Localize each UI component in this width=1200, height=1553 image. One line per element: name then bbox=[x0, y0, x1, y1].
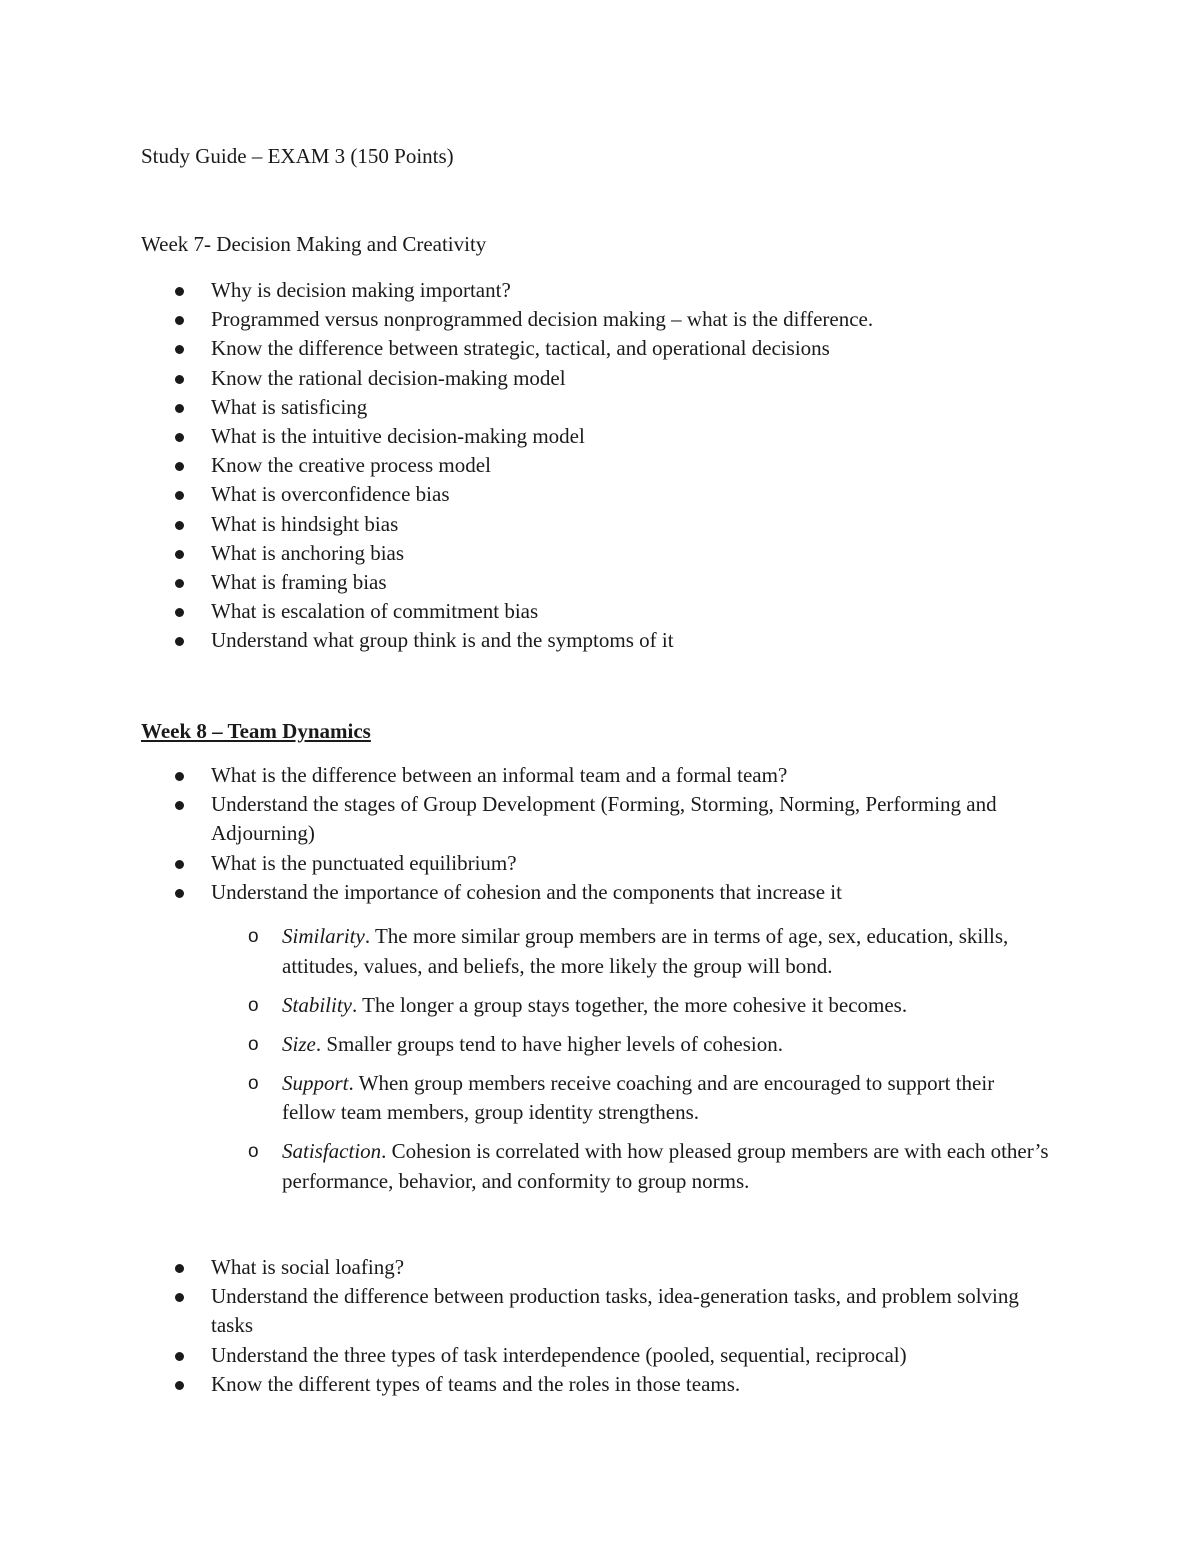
sub-item-term: Support bbox=[282, 1070, 349, 1095]
list-item bbox=[0, 451, 1200, 480]
circle-bullet-icon: o bbox=[248, 926, 259, 947]
bullet-icon bbox=[175, 1352, 184, 1361]
list-item-text: Know the different types of teams and the roles in those teams. bbox=[211, 1371, 741, 1396]
list-item-text: What is anchoring bias bbox=[211, 540, 405, 565]
list-item bbox=[0, 539, 1200, 568]
list-item bbox=[0, 334, 1200, 363]
bullet-icon bbox=[175, 1264, 184, 1273]
bullet-icon bbox=[175, 375, 184, 384]
sub-list-item bbox=[0, 1137, 1200, 1196]
list-item bbox=[0, 1341, 1200, 1370]
bullet-icon bbox=[175, 889, 184, 898]
list-item-text: Programmed versus nonprogrammed decision making – what is the difference. bbox=[211, 307, 874, 332]
list-item bbox=[0, 761, 1200, 790]
week7-bullet-list bbox=[0, 276, 1200, 656]
list-item-text: What is overconfidence bias bbox=[211, 482, 450, 507]
list-item-text: Know the rational decision-making model bbox=[211, 365, 566, 390]
sub-item-text: . The more similar group members are in terms of age, sex, education, skills, attitudes, values, and beliefs, the more likely the group will bond. bbox=[282, 924, 1009, 978]
circle-bullet-icon: o bbox=[248, 1141, 259, 1162]
sub-list-item bbox=[0, 1069, 1200, 1128]
list-item-text: What is the intuitive decision-making model bbox=[211, 424, 585, 449]
sub-list-item bbox=[0, 991, 1200, 1021]
list-item bbox=[0, 1370, 1200, 1399]
bullet-icon bbox=[175, 608, 184, 617]
bullet-icon bbox=[175, 404, 184, 413]
sub-list-item bbox=[0, 922, 1200, 981]
list-item-text: Why is decision making important? bbox=[211, 278, 511, 302]
sub-list-item bbox=[0, 1030, 1200, 1060]
list-item bbox=[0, 1282, 1200, 1340]
list-item-text: Understand the difference between production tasks, idea-generation tasks, and problem solving tasks bbox=[211, 1284, 1019, 1338]
bullet-icon bbox=[175, 772, 184, 781]
list-item bbox=[0, 790, 1200, 848]
list-item-text: What is social loafing? bbox=[211, 1255, 405, 1279]
bullet-icon bbox=[175, 491, 184, 500]
bullet-icon bbox=[175, 521, 184, 530]
sub-item-text: . Smaller groups tend to have higher levels of cohesion. bbox=[315, 1031, 783, 1056]
list-item bbox=[0, 878, 1200, 907]
circle-bullet-icon: o bbox=[248, 1072, 259, 1094]
cohesion-components-list bbox=[0, 922, 1200, 1206]
list-item-text: Understand what group think is and the symptoms of it bbox=[211, 628, 674, 653]
list-item-text: Understand the stages of Group Development (Forming, Storming, Norming, Performing and Adjourning) bbox=[211, 792, 997, 846]
bullet-icon bbox=[175, 287, 184, 296]
list-item bbox=[0, 480, 1200, 509]
list-item bbox=[0, 305, 1200, 334]
list-item-text: Know the creative process model bbox=[211, 453, 491, 478]
list-item bbox=[0, 393, 1200, 422]
document-title: Study Guide – EXAM 3 (150 Points) bbox=[141, 144, 454, 168]
sub-item-term: Satisfaction bbox=[282, 1139, 382, 1163]
bullet-icon bbox=[175, 433, 184, 442]
bullet-icon bbox=[175, 1381, 184, 1390]
list-item bbox=[0, 597, 1200, 626]
circle-bullet-icon: o bbox=[248, 1033, 259, 1055]
list-item bbox=[0, 422, 1200, 451]
list-item bbox=[0, 849, 1200, 878]
list-item bbox=[0, 364, 1200, 393]
bullet-icon bbox=[175, 550, 184, 559]
week8-bullet-list bbox=[0, 761, 1200, 907]
list-item-text: What is satisficing bbox=[211, 394, 368, 419]
list-item bbox=[0, 1253, 1200, 1282]
sub-item-text: . The longer a group stays together, the more cohesive it becomes. bbox=[352, 992, 908, 1017]
bullet-icon bbox=[175, 316, 184, 325]
bullet-icon bbox=[175, 462, 184, 471]
sub-item-text: . Cohesion is correlated with how pleased group members are with each other’s performance, behavior, and conformity to group norms. bbox=[282, 1139, 1049, 1193]
sub-item-term: Size bbox=[282, 1031, 316, 1056]
list-item-text: Understand the three types of task interdependence (pooled, sequential, reciprocal) bbox=[211, 1342, 907, 1367]
bullet-icon bbox=[175, 579, 184, 588]
list-item-text: What is the difference between an informal team and a formal team? bbox=[211, 763, 788, 787]
circle-bullet-icon: o bbox=[248, 994, 259, 1016]
list-item-text: What is the punctuated equilibrium? bbox=[211, 850, 517, 875]
list-item bbox=[0, 276, 1200, 305]
sub-item-term: Similarity bbox=[282, 924, 365, 948]
week7-heading: Week 7- Decision Making and Creativity bbox=[141, 232, 487, 256]
list-item bbox=[0, 510, 1200, 539]
bullet-icon bbox=[175, 860, 184, 869]
sub-item-term: Stability bbox=[282, 992, 352, 1017]
list-item-text: What is framing bias bbox=[211, 570, 387, 595]
week8-heading: Week 8 – Team Dynamics bbox=[141, 719, 371, 743]
bullet-icon bbox=[175, 345, 184, 354]
list-item-text: Know the difference between strategic, tactical, and operational decisions bbox=[211, 336, 830, 361]
week8-bullet-list-continued bbox=[0, 1253, 1200, 1399]
bullet-icon bbox=[175, 801, 184, 810]
list-item bbox=[0, 568, 1200, 597]
list-item bbox=[0, 626, 1200, 655]
sub-item-text: . When group members receive coaching and are encouraged to support their fellow team members, group identity strengthens. bbox=[282, 1070, 995, 1124]
bullet-icon bbox=[175, 637, 184, 646]
list-item-text: What is hindsight bias bbox=[211, 511, 399, 536]
bullet-icon bbox=[175, 1293, 184, 1302]
list-item-text: Understand the importance of cohesion and the components that increase it bbox=[211, 879, 842, 904]
list-item-text: What is escalation of commitment bias bbox=[211, 599, 539, 624]
